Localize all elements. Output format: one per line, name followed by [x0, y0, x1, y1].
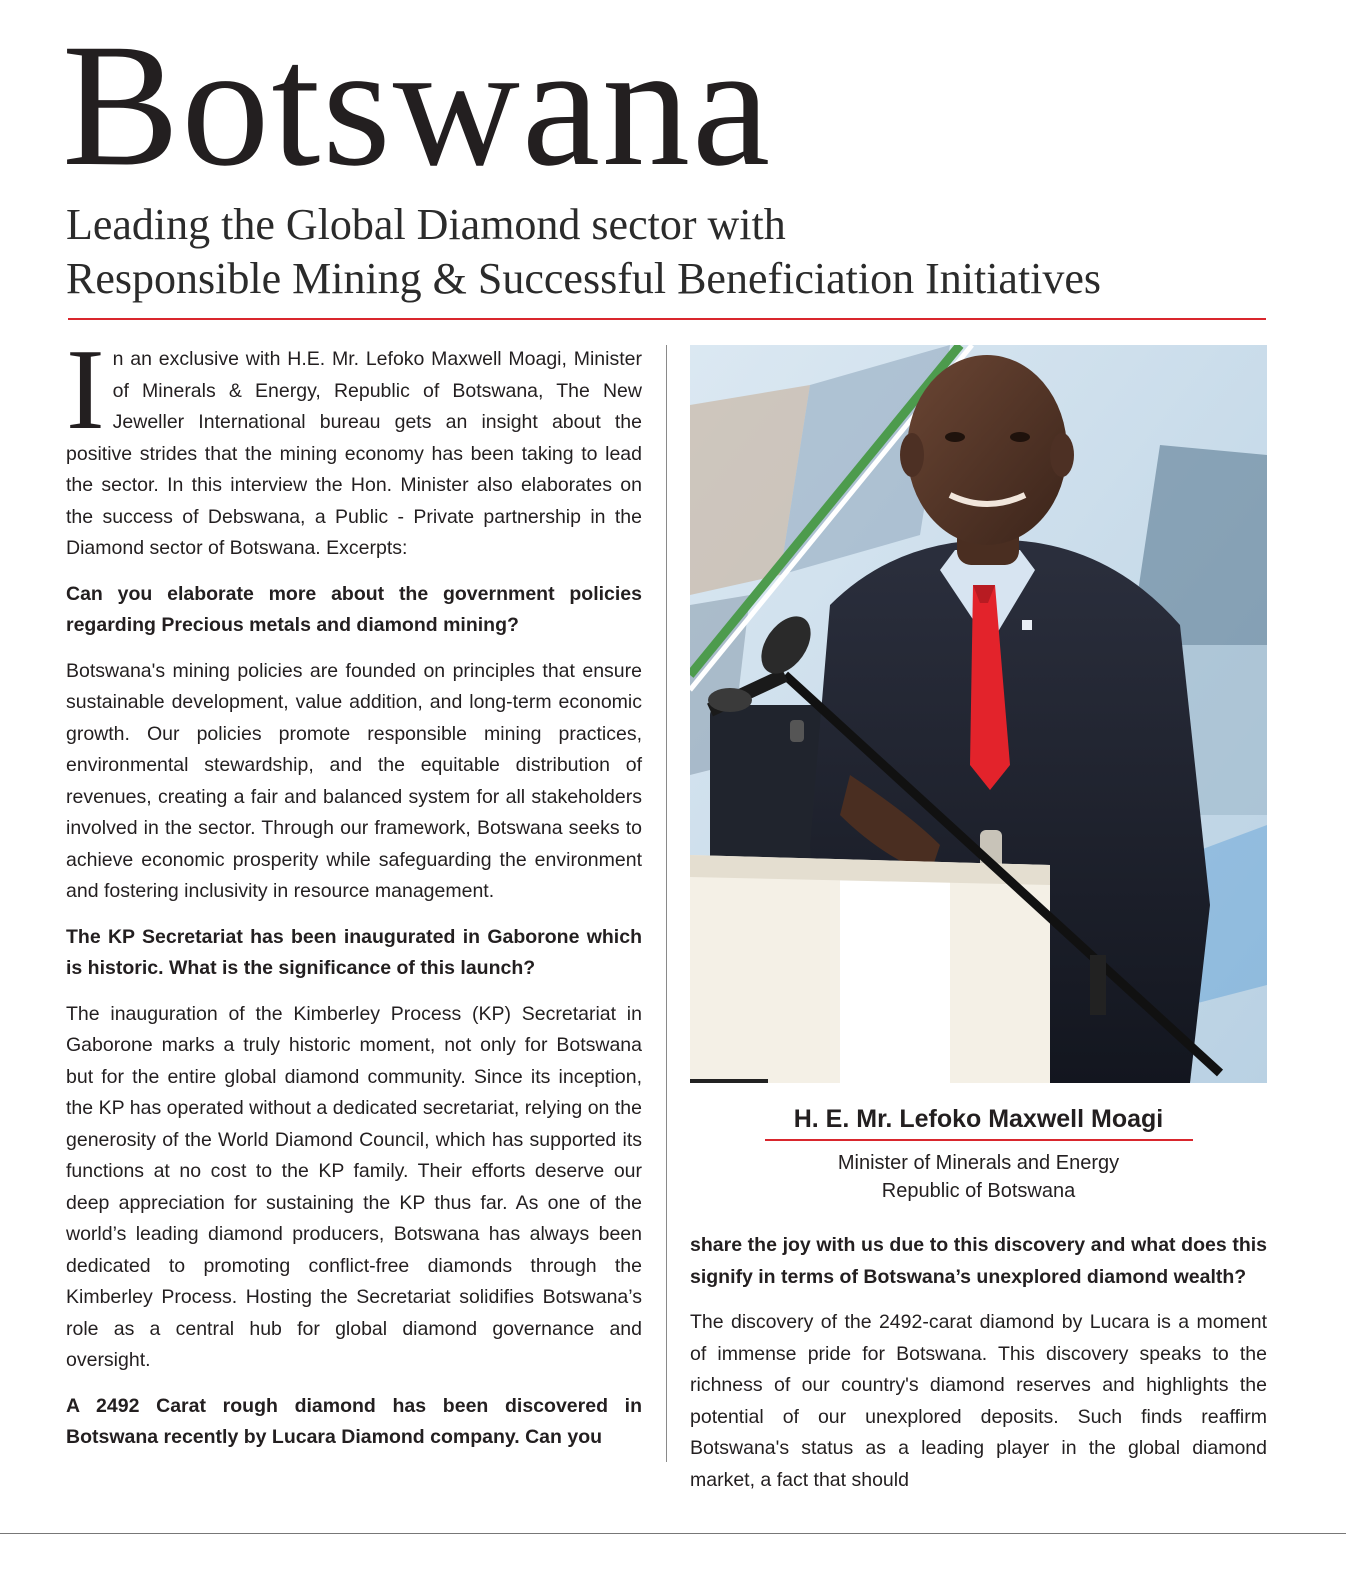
intro-text: n an exclusive with H.E. Mr. Lefoko Maxwell Moagi, Minister of Minerals & Energy, Republic of Botswana, The New Jeweller International bureau gets an insight about the positive strides that the mining economy has been taking to lead the sector. In this interview the Hon. Minister also elaborates on the success of Debswana, a Public - Private partnership in the Diamond sector of Botswana. Excerpts:	[66, 348, 642, 559]
caption-country: Republic of Botswana	[881, 1179, 1076, 1202]
question-1: Can you elaborate more about the government policies regarding Precious metals and diamond mining?	[66, 582, 642, 636]
question-3-part-2: share the joy with us due to this discovery and what does this signify in terms of Botswana’s unexplored diamond wealth?	[690, 1234, 1267, 1288]
minister-photo	[690, 345, 1267, 1083]
photo-caption	[690, 1103, 1267, 1205]
subtitle-line-1: Leading the Global Diamond sector with	[66, 200, 786, 249]
answer-3: The discovery of the 2492-carat diamond by Lucara is a moment of immense pride for Botswana. This discovery speaks to the richness of our country's diamond reserves and highlights the potential of our unexplored deposits. Such finds reaffirm Botswana's status as a leading player in the global diamond market, a fact that should	[690, 1311, 1267, 1491]
intro-paragraph	[66, 326, 642, 565]
caption-title: Minister of Minerals and Energy	[837, 1151, 1120, 1174]
article-subtitle	[66, 198, 1286, 306]
question-3-part-1: A 2492 Carat rough diamond has been discovered in Botswana recently by Lucara Diamond company. Can you	[66, 1394, 642, 1448]
footer-divider	[0, 1533, 1346, 1534]
caption-divider	[765, 1139, 1193, 1141]
answer-1: Botswana's mining policies are founded on principles that ensure sustainable development, value addition, and long-term economic growth. Our policies promote responsible mining practices, environmental stewardship, and the equitable distribution of revenues, creating a fair and balanced system for all stakeholders involved in the sector. Through our framework, Botswana seeks to achieve economic prosperity while safeguarding the environment and fostering inclusivity in resource management.	[66, 659, 642, 902]
masthead-title: Botswana	[62, 8, 773, 203]
caption-name: H. E. Mr. Lefoko Maxwell Moagi	[793, 1105, 1164, 1133]
subtitle-line-2: Responsible Mining & Successful Beneficiation Initiatives	[66, 254, 1102, 303]
column-divider	[666, 345, 667, 1462]
answer-2: The inauguration of the Kimberley Process (KP) Secretariat in Gaborone marks a truly historic moment, not only for Botswana but for the entire global diamond community. Since its inception, the KP has operated without a dedicated secretariat, relying on the generosity of the World Diamond Council, which has supported its functions at no cost to the KP family. Their efforts deserve our deep appreciation for sustaining the KP thus far. As one of the world’s leading diamond producers, Botswana has always been dedicated to promoting conflict-free diamonds through the Kimberley Process. Hosting the Secretariat solidifies Botswana’s role as a central hub for global diamond governance and oversight.	[66, 1002, 642, 1371]
question-2: The KP Secretariat has been inaugurated in Gaborone which is historic. What is the significance of this launch?	[66, 925, 642, 979]
header-divider	[68, 318, 1266, 320]
drop-cap: I	[66, 326, 105, 454]
right-column	[690, 1230, 1267, 1510]
left-column	[66, 326, 642, 1454]
